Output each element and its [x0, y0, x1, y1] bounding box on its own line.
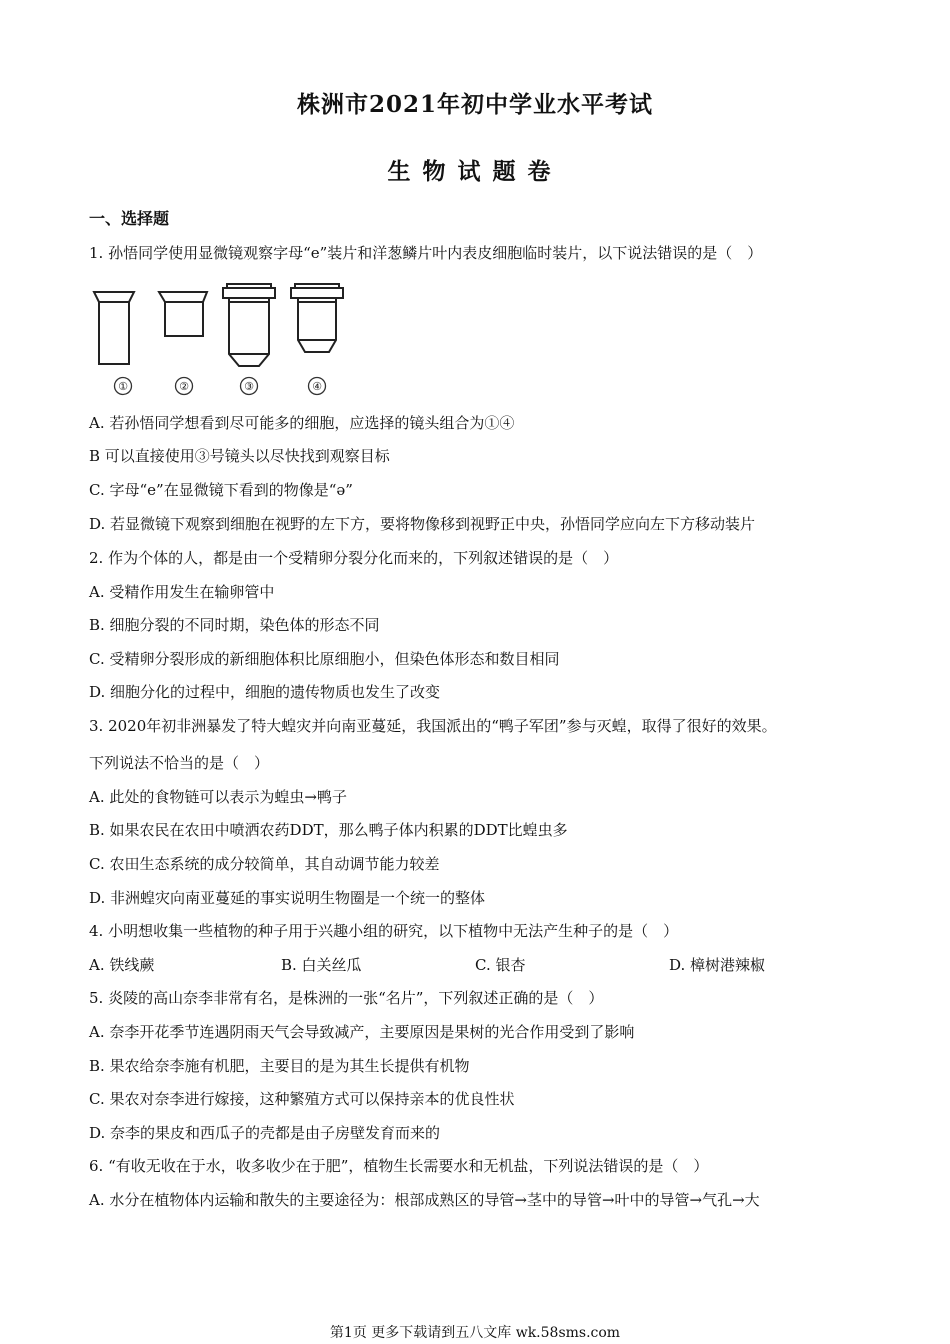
- figure-label-1: ①: [118, 380, 128, 393]
- q5-option-b: B. 果农给奈李施有机肥，主要目的是为其生长提供有机物: [89, 1057, 470, 1075]
- q4-stem: 4. 小明想收集一些植物的种子用于兴趣小组的研究，以下植物中无法产生种子的是（ ）: [89, 922, 679, 940]
- objective-3-icon: [223, 284, 275, 366]
- q3-option-a: A. 此处的食物链可以表示为蝗虫→鸭子: [89, 788, 347, 806]
- lens-figure: [89, 282, 369, 398]
- q2-stem: 2. 作为个体的人，都是由一个受精卵分裂分化而来的，下列叙述错误的是（ ）: [89, 549, 619, 567]
- exam-subtitle: 生物试题卷: [387, 158, 563, 185]
- q1-stem: 1. 孙悟同学使用显微镜观察字母“e”装片和洋葱鳞片叶内表皮细胞临时装片，以下说法错误的是（ ）: [89, 244, 763, 262]
- q4-option-b: B. 白关丝瓜: [281, 956, 362, 974]
- q1-option-d: D. 若显微镜下观察到细胞在视野的左下方，要将物像移到视野正中央，孙悟同学应向左下方移动装片: [89, 515, 756, 533]
- q2-option-d: D. 细胞分化的过程中，细胞的遗传物质也发生了改变: [89, 683, 441, 701]
- q1-option-b: B 可以直接使用③号镜头以尽快找到观察目标: [89, 447, 390, 465]
- q1-option-a: A. 若孙悟同学想看到尽可能多的细胞，应选择的镜头组合为①④: [89, 414, 515, 432]
- q5-stem: 5. 炎陵的高山奈李非常有名，是株洲的一张“名片”，下列叙述正确的是（ ）: [89, 989, 604, 1007]
- q2-option-a: A. 受精作用发生在输卵管中: [89, 583, 275, 601]
- q4-option-d: D. 樟树港辣椒: [669, 956, 766, 974]
- q5-option-c: C. 果农对奈李进行嫁接，这种繁殖方式可以保持亲本的优良性状: [89, 1090, 515, 1108]
- q3-option-c: C. 农田生态系统的成分较简单，其自动调节能力较差: [89, 855, 440, 873]
- q5-option-a: A. 奈李开花季节连遇阴雨天气会导致减产，主要原因是果树的光合作用受到了影响: [89, 1023, 635, 1041]
- q3-option-d: D. 非洲蝗灾向南亚蔓延的事实说明生物圈是一个统一的整体: [89, 889, 486, 907]
- exam-title: 株洲市2021年初中学业水平考试: [296, 91, 653, 118]
- page-footer: 第1页 更多下载请到五八文库 wk.58sms.com: [329, 1325, 621, 1341]
- q2-option-b: B. 细胞分裂的不同时期，染色体的形态不同: [89, 616, 380, 634]
- figure-label-4: ④: [312, 380, 322, 393]
- q3-stem: 3. 2020年初非洲暴发了特大蝗灾并向南亚蔓延，我国派出的“鸭子军团”参与灭蝗，取得了很好的效果。: [89, 717, 777, 735]
- eyepiece-1-icon: [94, 292, 134, 364]
- objective-4-icon: [291, 284, 343, 352]
- section-heading: 一、选择题: [89, 209, 170, 228]
- q6-option-a: A. 水分在植物体内运输和散失的主要途径为：根部成熟区的导管→茎中的导管→叶中的导管→气孔→大: [89, 1191, 760, 1209]
- figure-label-3: ③: [244, 380, 254, 393]
- q4-option-c: C. 银杏: [475, 956, 526, 974]
- q5-option-d: D. 奈李的果皮和西瓜子的壳都是由子房壁发育而来的: [89, 1124, 441, 1142]
- q1-option-c: C. 字母“e”在显微镜下看到的物像是“ə”: [89, 481, 353, 499]
- q4-option-a: A. 铁线蕨: [89, 956, 155, 974]
- figure-label-2: ②: [179, 380, 189, 393]
- q6-stem: 6. “有收无收在于水，收多收少在于肥”，植物生长需要水和无机盐，下列说法错误的是（ ）: [89, 1157, 709, 1175]
- q3-stem-continued: 下列说法不恰当的是（ ）: [89, 754, 270, 772]
- eyepiece-2-icon: [159, 292, 207, 336]
- q3-option-b: B. 如果农民在农田中喷洒农药DDT，那么鸭子体内积累的DDT比蝗虫多: [89, 821, 568, 839]
- q2-option-c: C. 受精卵分裂形成的新细胞体积比原细胞小，但染色体形态和数目相同: [89, 650, 560, 668]
